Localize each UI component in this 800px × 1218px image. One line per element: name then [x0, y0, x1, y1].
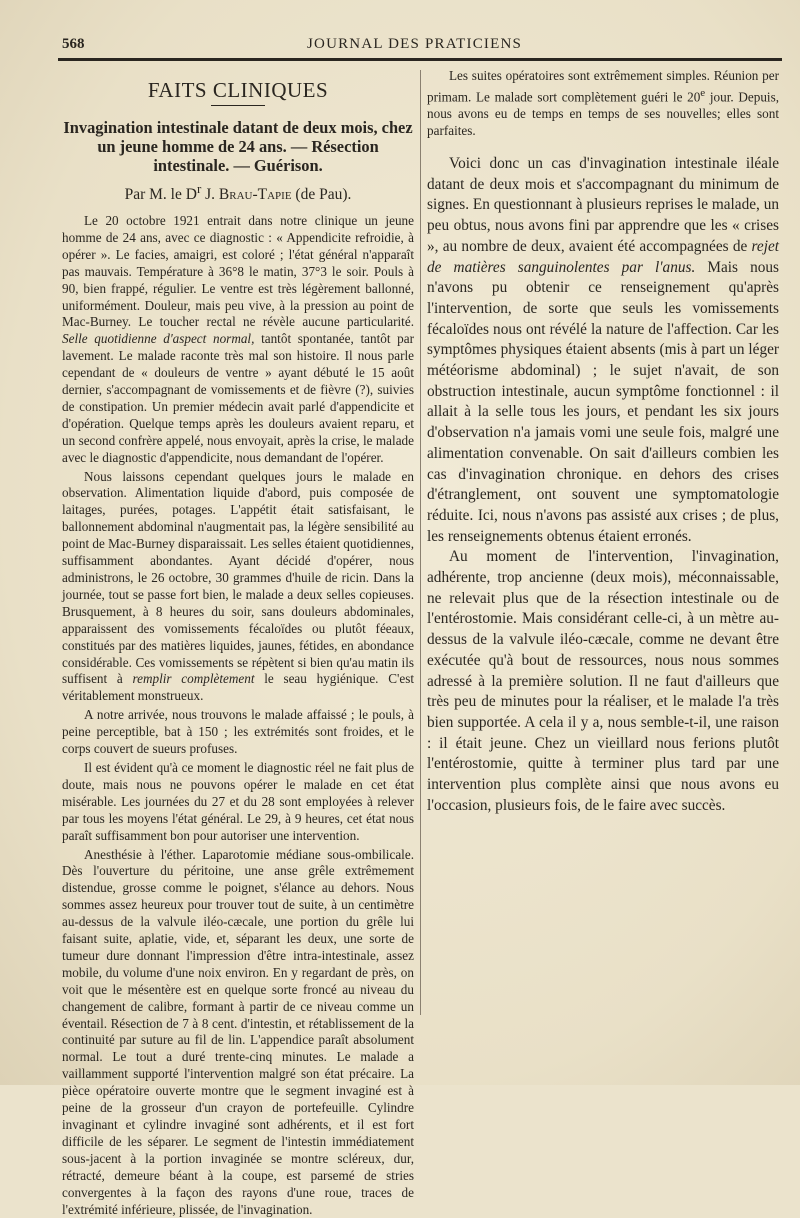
- byline-prefix: Par M. le D: [125, 186, 197, 203]
- author-name: J. Brau-Tapie: [205, 186, 291, 203]
- running-title: JOURNAL DES PRATICIENS: [307, 36, 522, 53]
- commentary-2: Au moment de l'intervention, l'invagination, adhérente, trop ancienne (deux mois), méconnaissable, ne relevait plus que de la résection intestinale ou de l'entérostomie. Mais considérant celle-ci, à un mètre au-dessus de la valvule iléo-cæcale, comme ne devant être exécutée qu'à bout de ressources, nous nous sommes adressé à la première solution. Il ne faut d'ailleurs que très peu de minutes pour la réaliser, et le malade l'a très bien supportée. A cela il y a, nous semble-t-il, une raison : il était jeune. Chez un vieillard nous ferions plutôt l'entérostomie, quitte à terminer plus tard par une intervention plus complète ainsi que nous avons eu l'occasion, plusieurs fois, de le faire avec succès.: [427, 547, 779, 816]
- byline-sup: r: [197, 181, 201, 196]
- page-number: 568: [62, 36, 85, 53]
- right-column: [427, 68, 779, 817]
- section-title: FAITS CLINIQUES: [62, 82, 414, 99]
- paragraph-1: Le 20 octobre 1921 entrait dans notre clinique un jeune homme de 24 ans, avec ce diagnostic : « Appendicite refroidie, à opérer ». Le facies, amaigri, est coloré ; l'état général n'apparaît pas mauvais. Température à 36°8 le matin, 37°3 le soir. Pouls à 90, bien frappé, régulier. Le ventre est très légèrement ballonné, uniformément. Douleur, mais peu vive, à la pression au point de Mac-Burney. Le toucher rectal ne révèle aucune particularité. Selle quotidienne d'aspect normal, tantôt spontanée, tantôt par lavement. Le malade raconte très mal son histoire. Il nous parle cependant de « douleurs de ventre » ayant débuté le 15 août dernier, s'accompagnant de vomissements et de fièvre (?), suivies de constipation. Un premier médecin avait parlé d'appendicite et d'opération. Quelque temps après les douleurs avaient reparu, et un second confrère appelé, nous envoyait, après la crise, le malade avec le diagnostic d'appendicite, nous demandant de l'opérer.: [62, 213, 414, 467]
- paragraph-6: Les suites opératoires sont extrêmement simples. Réunion per primam. Le malade sort complètement guéri le 20e jour. Depuis, nous avons eu de temps en temps de ses nouvelles; elles sont parfaites.: [427, 68, 779, 140]
- article-byline: [62, 181, 414, 204]
- paragraph-5: Anesthésie à l'éther. Laparotomie médiane sous-ombilicale. Dès l'ouverture du péritoine, une anse grêle extrêmement distendue, grosse comme le poignet, s'élance au dehors. Nous sommes assez heureux pour trouver tout de suite, à un centimètre au-dessus de la valvule iléo-cæcale, une portion du grêle lui faisant suite, aplatie, vide, et, séparant les deux, une sorte de tumeur dure donnant l'impression d'être intra-intestinale, assez mobile, du volume d'une noix environ. En y regardant de près, on voit que le mésentère est en quelque sorte froncé au niveau du changement de calibre, formant à partir de ce niveau comme un éventail. Résection de 7 à 8 cent. d'intestin, et rétablissement de la continuité par suture au fil de lin. L'appendice paraît absolument normal. Le tout a duré trente-cinq minutes. Le malade a vaillamment supporté l'intervention malgré son état précaire. La pièce opératoire ouverte montre que le segment invaginé est à peine de la grosseur d'un crayon de portefeuille. Cylindre invaginant et cylindre invaginé sont adhérents, et il est fort difficile de les séparer. Le segment de l'intestin immédiatement sous-jacent à la portion invaginée se montre scléreux, dur, rétracté, demeure béant à la coupe, est parsemé de stries convergentes à la façon des rayons d'une roue, traces de l'extrémité inférieure, plissée, de l'invagination.: [62, 847, 414, 1218]
- paragraph-2: Nous laissons cependant quelques jours le malade en observation. Alimentation liquide d'abord, puis composée de laitages, purées, potages. L'appétit était satisfaisant, le ballonnement abdominal n'augmentait pas, la légère sensibilité au point de Mac-Burney disparaissait. Les selles étaient quotidiennes, suffisamment abondantes. Ayant décidé d'opérer, nous administrons, le 26 octobre, 30 grammes d'huile de ricin. Dans la journée, tout se passe fort bien, le malade a deux selles copieuses. Brusquement, à 8 heures du soir, sans douleurs abdominales, apparaissent des vomissements fécaloïdes ou plutôt féeaux, constitués par des matières liquides, jaunes, fétides, en abondance considérable. Ces vomissements se répètent si bien qu'au matin ils suffisent à remplir complètement le seau hygiénique. C'est véritablement monstrueux.: [62, 469, 414, 706]
- header-rule: [58, 58, 782, 61]
- article-title: Invagination intestinale datant de deux mois, chez un jeune homme de 24 ans. — Résection intestinale. — Guérison.: [62, 118, 414, 175]
- commentary-1: Voici donc un cas d'invagination intestinale iléale datant de deux mois et s'accompagnant du minimum de signes. En questionnant à plusieurs reprises le malade, un peu obtus, nous avons fini par apprendre que les « crises », au nombre de deux, avaient été accompagnées de rejet de matières sanguinolentes par l'anus. Mais nous n'avons pu obtenir ce renseignement qu'après l'intervention, de sorte que seuls les vomissements fécaloïdes nous ont révélé la nature de l'affection. Car les symptômes physiques étaient absents (mis à part un léger météorisme abdominal) ; le sujet n'avait, de son obstruction intestinale, aucun symptôme fonctionnel : il allait à la selle tous les jours, et pendant les six jours d'observation n'a jamais vomi une seule fois, malgré une alimentation convenable. On sait d'ailleurs combien les cas d'invagination chronique. en dehors des crises d'étranglement, ont souvent une symptomatologie réduite. Ici, nous n'avons pas assisté aux crises ; de plus, les renseignements obtenus étaient erronés.: [427, 154, 779, 547]
- byline-suffix: (de Pau).: [292, 186, 352, 203]
- left-column: [62, 68, 414, 1218]
- column-divider: [420, 70, 421, 1015]
- page-header: [62, 34, 782, 56]
- paragraph-4: Il est évident qu'à ce moment le diagnostic réel ne fait plus de doute, mais nous ne pouvons opérer le malade en cet état misérable. Les journées du 27 et du 28 sont employées à relever par tous les moyens l'état général. Le 29, à 9 heures, cet état nous paraît suffisamment bon pour autoriser une intervention.: [62, 760, 414, 845]
- title-rule: [211, 105, 265, 106]
- paragraph-3: A notre arrivée, nous trouvons le malade affaissé ; le pouls, à peine perceptible, bat à 150 ; les extrémités sont froides, et le corps couvert de sueurs profuses.: [62, 707, 414, 758]
